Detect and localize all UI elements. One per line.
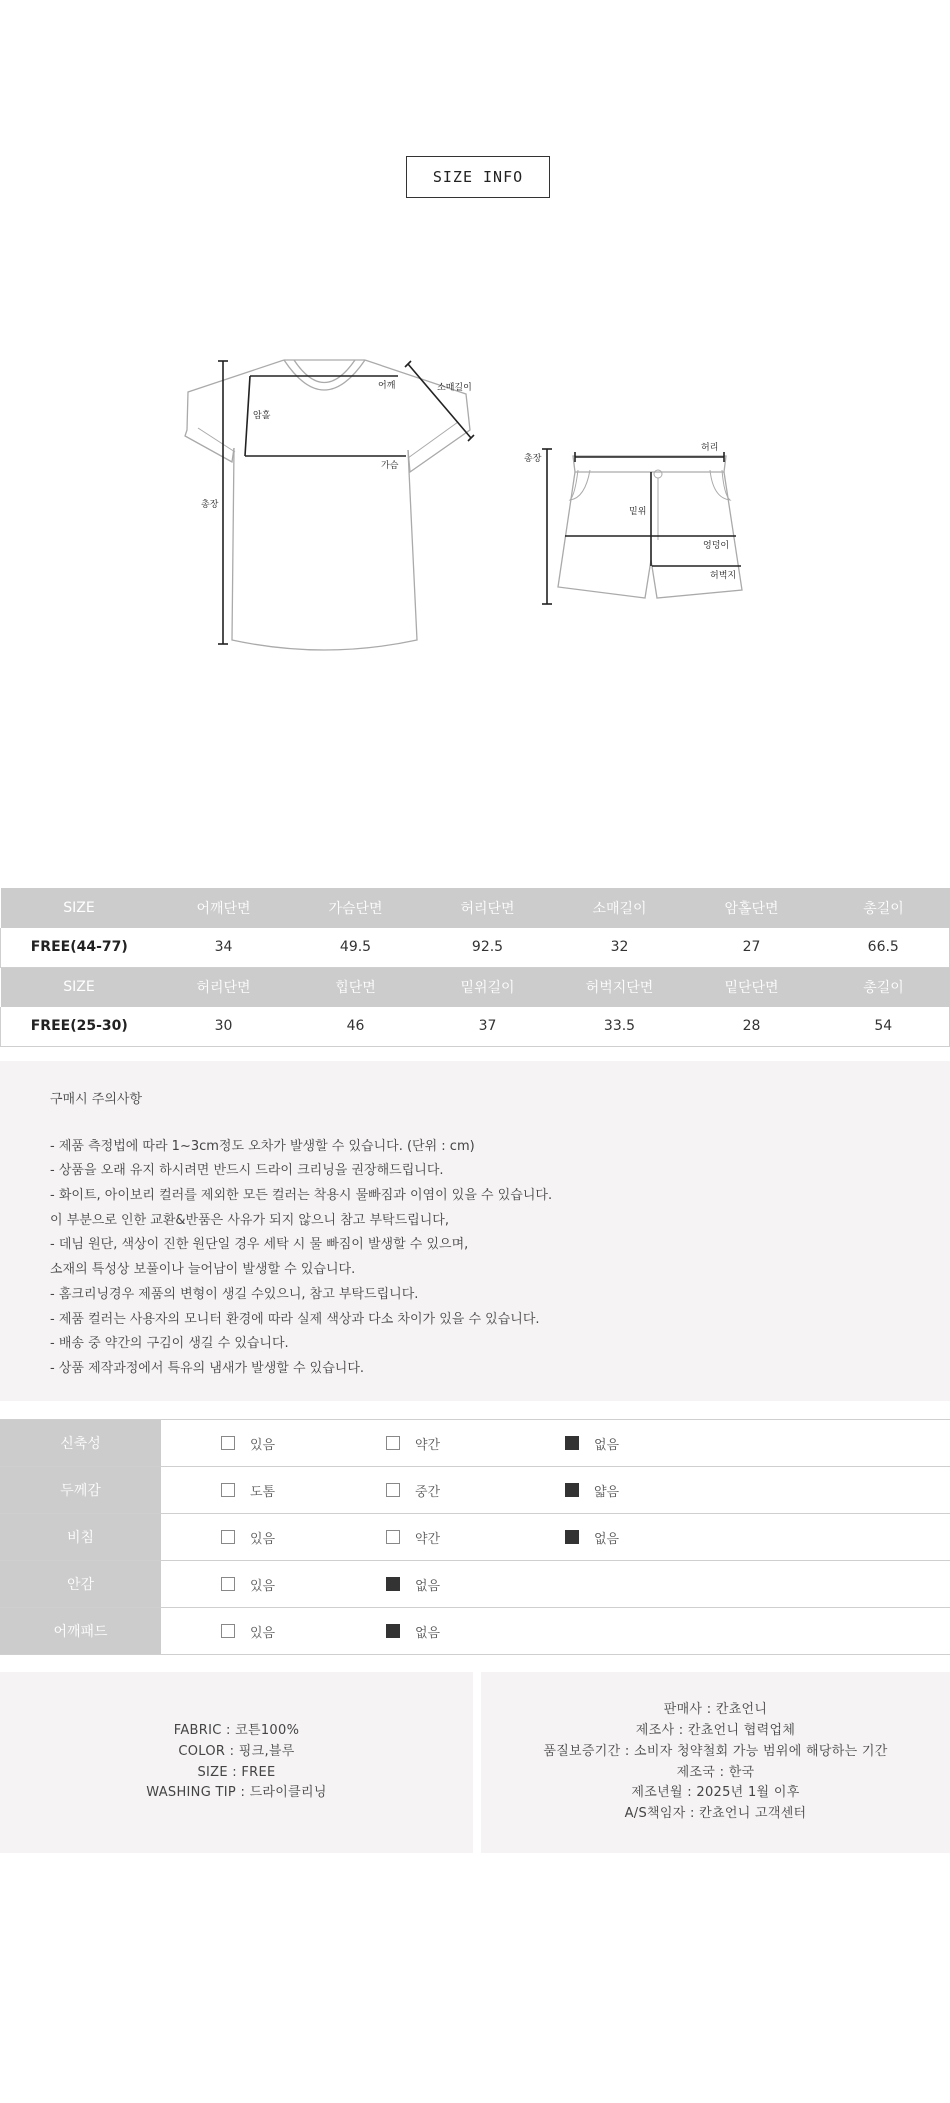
fabric-row-label: 신축성 (0, 1420, 161, 1466)
seller-line: 판매사 : 칸쵸언니 (663, 1702, 768, 1718)
shorts-label-hip: 엉덩이 (703, 541, 730, 551)
checkbox-checked-icon (565, 1436, 579, 1450)
header-cell: 허벅지단면 (554, 967, 686, 1007)
header-cell: 가슴단면 (290, 888, 422, 928)
notice-line: - 상품 제작과정에서 특유의 냄새가 발생할 수 있습니다. (50, 1360, 365, 1376)
checkbox-checked-icon (386, 1624, 400, 1638)
header-cell: 밑위길이 (422, 967, 554, 1007)
notice-line: - 배송 중 약간의 구김이 생길 수 있습니다. (50, 1336, 289, 1352)
fabric-row-label: 비침 (0, 1514, 161, 1560)
notice-line: 소재의 특성상 보풀이나 늘어남이 발생할 수 있습니다. (50, 1262, 356, 1278)
table-cell: 37 (422, 1007, 554, 1046)
header-cell: 힙단면 (290, 967, 422, 1007)
table-cell: FREE(44-77) (1, 928, 158, 967)
notice-line: - 제품 측정법에 따라 1~3cm정도 오차가 발생할 수 있습니다. (단위 : cm) (50, 1138, 475, 1154)
header-cell: 총길이 (818, 888, 950, 928)
notice-line: - 제품 컬러는 사용자의 모니터 환경에 따라 실제 색상과 다소 차이가 있을 수 있습니다. (50, 1311, 540, 1327)
tshirt-measure-lines (218, 361, 474, 644)
option-label: 없음 (415, 1578, 441, 1594)
table-cell: 34 (158, 928, 290, 967)
option-label: 없음 (415, 1625, 441, 1641)
checkbox-empty-icon (386, 1483, 400, 1497)
notice-line: - 데님 원단, 색상이 진한 원단일 경우 세탁 시 물 빠짐이 발생할 수 있으며, (50, 1237, 469, 1253)
table-cell: 66.5 (818, 928, 950, 967)
table-cell: 28 (686, 1007, 818, 1046)
checkbox-empty-icon (221, 1530, 235, 1544)
checkbox-empty-icon (221, 1624, 235, 1638)
option-label: 있음 (250, 1531, 276, 1547)
spec-line: SIZE : FREE (197, 1764, 276, 1780)
fabric-option (221, 1420, 275, 1466)
header-cell: 밑단단면 (686, 967, 818, 1007)
checkbox-empty-icon (221, 1577, 235, 1591)
notice-line: - 상품을 오래 유지 하시려면 반드시 드라이 크리닝을 권장해드립니다. (50, 1163, 444, 1179)
size-info-label: SIZE INFO (432, 168, 524, 186)
fabric-option (386, 1514, 440, 1560)
tshirt-label-armhole: 암홀 (253, 411, 271, 421)
size-info-badge (406, 156, 550, 198)
shorts-label-rise: 밑위 (629, 507, 647, 517)
tshirt-label-chest: 가슴 (381, 461, 399, 471)
fabric-row-sheerness (0, 1514, 950, 1561)
table-cell: 54 (818, 1007, 950, 1046)
checkbox-empty-icon (386, 1530, 400, 1544)
fabric-row-thickness (0, 1467, 950, 1514)
fabric-option (221, 1608, 275, 1654)
seller-line: A/S책임자 : 칸쵸언니 고객센터 (624, 1806, 807, 1822)
size-table-header-top (1, 888, 950, 928)
size-table-row-top (1, 928, 950, 967)
shorts-label-total-length: 총장 (524, 454, 542, 464)
size-table (0, 888, 950, 1047)
tshirt-label-shoulder: 어깨 (378, 381, 396, 391)
shorts-label-waist: 허리 (701, 443, 719, 453)
table-cell: 30 (158, 1007, 290, 1046)
fabric-option (565, 1420, 619, 1466)
size-table-header-bottom (1, 967, 950, 1007)
fabric-option (221, 1561, 275, 1607)
notice-line: 이 부분으로 인한 교환&반품은 사유가 되지 않으니 참고 부탁드립니다, (50, 1212, 449, 1228)
shorts-label-thigh: 허벅지 (710, 571, 737, 581)
fabric-row-stretch (0, 1420, 950, 1467)
checkbox-empty-icon (221, 1483, 235, 1497)
notice-line: - 화이트, 아이보리 컬러를 제외한 모든 컬러는 착용시 물빠짐과 이염이 있을 수 있습니다. (50, 1188, 553, 1204)
header-cell: 소매길이 (554, 888, 686, 928)
option-label: 중간 (415, 1484, 441, 1500)
table-cell: FREE(25-30) (1, 1007, 158, 1046)
fabric-option (386, 1420, 440, 1466)
fabric-option (565, 1467, 619, 1513)
checkbox-checked-icon (565, 1483, 579, 1497)
fabric-option (386, 1561, 440, 1607)
option-label: 도톰 (250, 1484, 276, 1500)
seller-line: 제조사 : 칸쵸언니 협력업체 (635, 1722, 796, 1738)
table-cell: 46 (290, 1007, 422, 1046)
table-cell: 49.5 (290, 928, 422, 967)
fabric-option (221, 1514, 275, 1560)
fabric-option (386, 1608, 440, 1654)
header-cell: 총길이 (818, 967, 950, 1007)
header-cell: 어깨단면 (158, 888, 290, 928)
fabric-option (221, 1467, 275, 1513)
header-cell: 암홀단면 (686, 888, 818, 928)
header-cell: 허리단면 (158, 967, 290, 1007)
option-label: 얇음 (594, 1484, 620, 1500)
fabric-row-shoulder-pad (0, 1608, 950, 1655)
checkbox-checked-icon (386, 1577, 400, 1591)
size-measurement-illustration (0, 330, 950, 670)
table-cell: 33.5 (554, 1007, 686, 1046)
table-cell: 32 (554, 928, 686, 967)
tshirt-label-sleeve-length: 소매길이 (437, 383, 472, 393)
fabric-row-label: 어깨패드 (0, 1608, 161, 1654)
seller-line: 품질보증기간 : 소비자 청약철회 가능 범위에 해당하는 기간 (543, 1743, 888, 1759)
spec-line: FABRIC : 코튼100% (173, 1722, 300, 1738)
checkbox-empty-icon (386, 1436, 400, 1450)
option-label: 약간 (415, 1437, 441, 1453)
header-cell: 허리단면 (422, 888, 554, 928)
seller-line: 제조국 : 한국 (676, 1764, 755, 1780)
purchase-notice (0, 1061, 950, 1401)
seller-line: 제조년월 : 2025년 1월 이후 (631, 1785, 800, 1801)
notice-title: 구매시 주의사항 (50, 1092, 143, 1107)
size-table-row-bottom (1, 1007, 950, 1046)
fabric-option (565, 1514, 619, 1560)
checkbox-empty-icon (221, 1436, 235, 1450)
notice-line: - 홈크리닝경우 제품의 변형이 생길 수있으니, 참고 부탁드립니다. (50, 1286, 419, 1302)
option-label: 없음 (594, 1531, 620, 1547)
header-cell: SIZE (1, 967, 158, 1007)
checkbox-checked-icon (565, 1530, 579, 1544)
option-label: 있음 (250, 1625, 276, 1641)
fabric-option (386, 1467, 440, 1513)
option-label: 있음 (250, 1437, 276, 1453)
spec-line: WASHING TIP : 드라이클리닝 (146, 1785, 327, 1801)
seller-info-box (481, 1672, 950, 1853)
fabric-property-table (0, 1419, 950, 1655)
tshirt-drawing (185, 360, 470, 650)
header-cell: SIZE (1, 888, 158, 928)
table-cell: 92.5 (422, 928, 554, 967)
fabric-row-label: 두께감 (0, 1467, 161, 1513)
spec-line: COLOR : 핑크,블루 (178, 1743, 295, 1759)
table-cell: 27 (686, 928, 818, 967)
product-spec-box (0, 1672, 473, 1853)
tshirt-label-total-length: 총장 (201, 500, 219, 510)
option-label: 약간 (415, 1531, 441, 1547)
fabric-row-lining (0, 1561, 950, 1608)
option-label: 없음 (594, 1437, 620, 1453)
fabric-row-label: 안감 (0, 1561, 161, 1607)
option-label: 있음 (250, 1578, 276, 1594)
notice-list (50, 1135, 950, 1382)
